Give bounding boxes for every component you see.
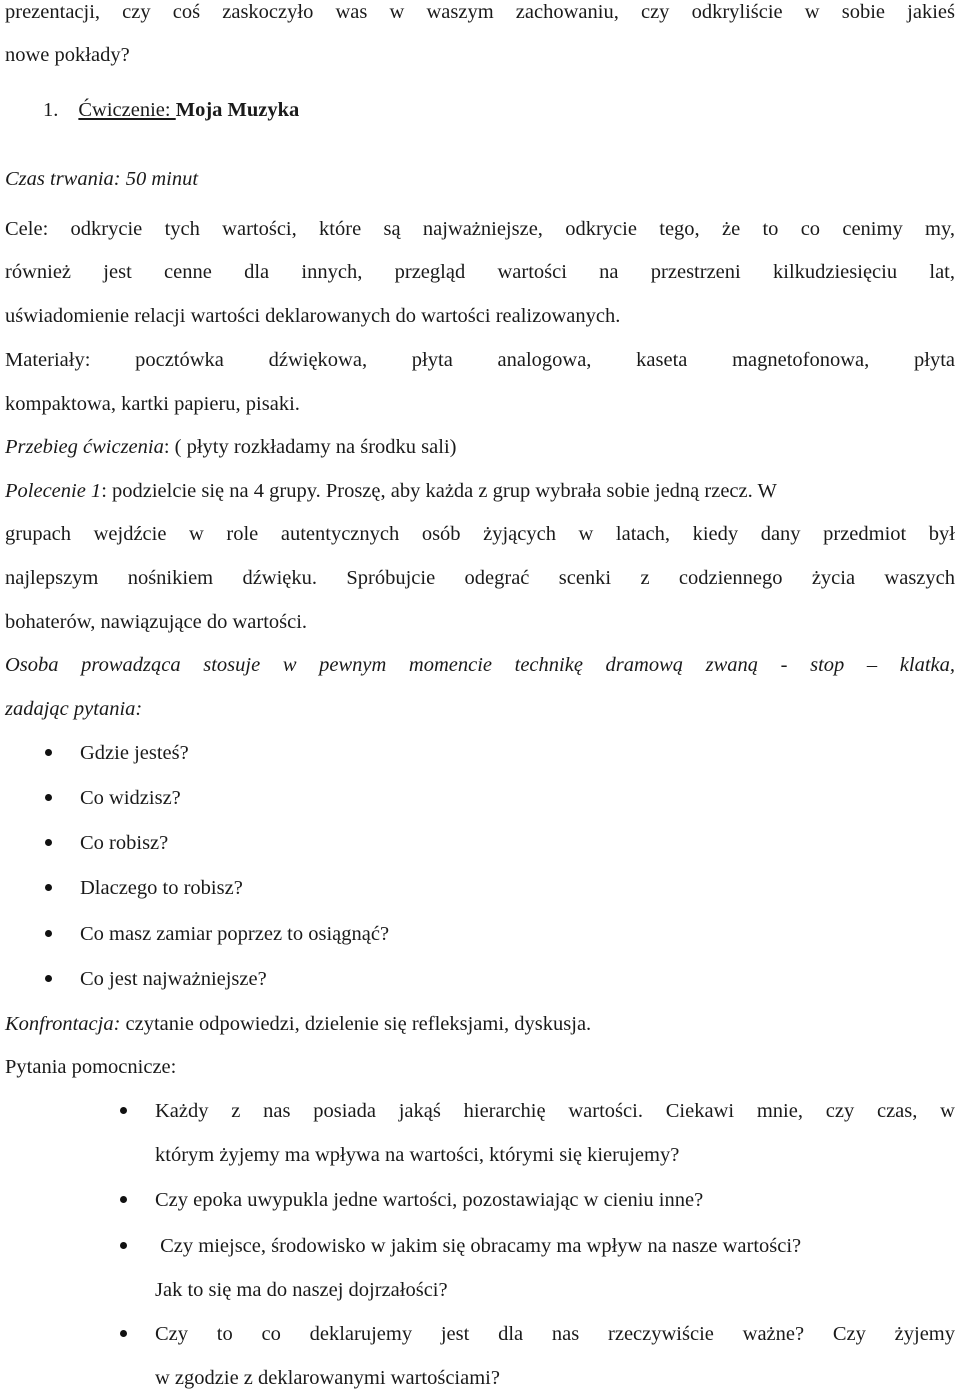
heading-prefix: Ćwiczenie: [78, 99, 176, 121]
materials-line-2: kompaktowa, kartki papieru, pisaki. [5, 393, 300, 415]
helper-item-3-line-1: Czy miejsce, środowisko w jakim się obracamy ma wpływ na nasze wartości? [155, 1235, 802, 1257]
bullet-dot [120, 1242, 127, 1249]
heading-number: 1. [43, 99, 59, 121]
question-item: Dlaczego to robisz? [80, 877, 243, 899]
goals-line-3: uświadomienie relacji wartości deklarowanych do wartości realizowanych. [5, 305, 621, 327]
question-item: Co robisz? [80, 832, 169, 854]
exercise-heading [43, 98, 960, 122]
bullet-dot [45, 884, 52, 891]
bullet-dot [120, 1196, 127, 1203]
command-line-4: bohaterów, nawiązujące do wartości. [5, 611, 308, 633]
command-line-2: grupach wejdźcie w role autentycznych osób żyjących w latach, kiedy dany przedmiot był [5, 523, 955, 545]
facilitator-line-1: Osoba prowadząca stosuje w pewnym momencie technikę dramową zwaną - stop – klatka, [5, 654, 955, 676]
helper-title: Pytania pomocnicze: [5, 1056, 177, 1078]
command-line-3: najlepszym nośnikiem dźwięku. Spróbujcie odegrać scenki z codziennego życia waszych [5, 567, 955, 589]
duration: Czas trwania: 50 minut [5, 168, 199, 190]
facilitator-line-2: zadając pytania: [5, 698, 143, 720]
command-line-1 [5, 479, 955, 503]
bullet-dot [45, 975, 52, 982]
command-label: Polecenie 1 [5, 480, 102, 502]
bullet-dot [45, 839, 52, 846]
goals-line-2: również jest cenne dla innych, przegląd wartości na przestrzeni kilkudziesięciu lat, [5, 261, 955, 283]
bullet-dot [45, 930, 52, 937]
confrontation-line [5, 1012, 955, 1036]
confrontation-label: Konfrontacja: [5, 1013, 121, 1035]
helper-item-4-line-2: w zgodzie z deklarowanymi wartościami? [155, 1367, 500, 1389]
intro-line-2: nowe pokłady? [5, 44, 130, 66]
question-item: Co jest najważniejsze? [80, 968, 267, 990]
helper-item-4-line-1: Czy to co deklarujemy jest dla nas rzeczywiście ważne? Czy żyjemy [155, 1323, 955, 1345]
goals-line-1: Cele: odkrycie tych wartości, które są najważniejsze, odkrycie tego, że to co cenimy my, [5, 218, 955, 240]
heading-title: Moja Muzyka [175, 99, 300, 121]
question-item: Gdzie jesteś? [80, 742, 189, 764]
bullet-dot [45, 794, 52, 801]
bullet-dot [45, 749, 52, 756]
question-item: Co widzisz? [80, 787, 181, 809]
materials-line-1: Materiały: pocztówka dźwiękowa, płyta analogowa, kaseta magnetofonowa, płyta [5, 349, 955, 371]
course-label: Przebieg ćwiczenia [5, 436, 164, 458]
helper-item-2-line-1: Czy epoka uwypukla jedne wartości, pozostawiając w cieniu inne? [155, 1189, 704, 1211]
helper-item-3-line-2: Jak to się ma do naszej dojrzałości? [155, 1279, 448, 1301]
bullet-dot [120, 1330, 127, 1337]
bullet-dot [120, 1107, 127, 1114]
course-line [5, 435, 955, 459]
confrontation-text: czytanie odpowiedzi, dzielenie się refleksjami, dyskusja. [120, 1013, 592, 1035]
command-text-1: : podzielcie się na 4 grupy. Proszę, aby każda z grup wybrała sobie jedną rzecz. W [101, 480, 777, 502]
intro-line-1: prezentacji, czy coś zaskoczyło was w waszym zachowaniu, czy odkryliście w sobie jakieś [5, 1, 955, 23]
helper-item-1-line-2: którym żyjemy ma wpływa na wartości, którymi się kierujemy? [155, 1144, 680, 1166]
question-item: Co masz zamiar poprzez to osiągnąć? [80, 923, 390, 945]
course-text: : ( płyty rozkładamy na środku sali) [163, 436, 457, 458]
helper-item-1-line-1: Każdy z nas posiada jakąś hierarchię wartości. Ciekawi mnie, czy czas, w [155, 1100, 955, 1122]
